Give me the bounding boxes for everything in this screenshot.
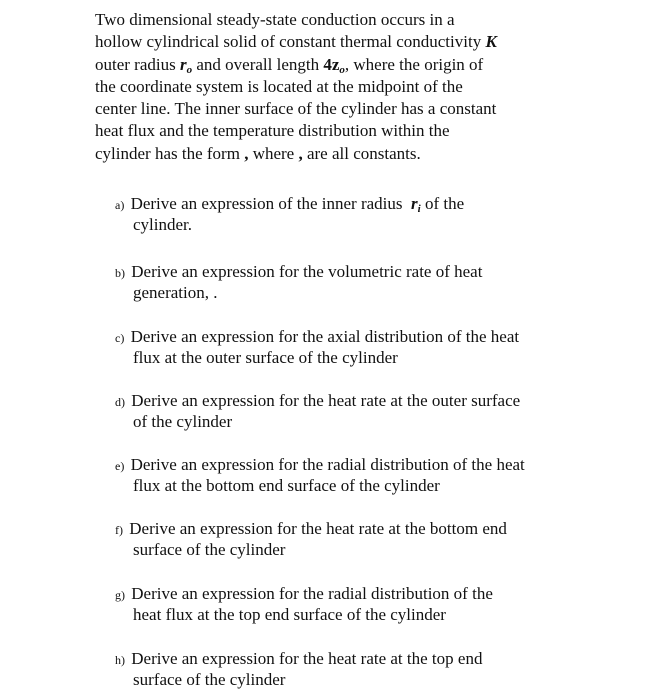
- intro-line-3-b: and overall length: [196, 54, 320, 74]
- question-marker: e): [115, 459, 125, 473]
- question-marker: d): [115, 395, 125, 409]
- intro-line-3-c: , where the origin of: [344, 54, 484, 74]
- question-marker: f): [115, 523, 123, 537]
- intro-line-5: center line. The inner surface of the cylinder has a constant: [95, 99, 497, 119]
- question-marker: c): [115, 331, 125, 345]
- question-b: [115, 261, 565, 303]
- question-text-continued: generation, .: [133, 283, 218, 302]
- question-text: Derive an expression for the radial distribution of the heat: [130, 455, 525, 474]
- intro-line-7: [95, 143, 565, 165]
- intro-line-3: [95, 54, 565, 76]
- outer-radius-subscript: o: [186, 63, 193, 76]
- intro-line-3-a: outer radius: [95, 54, 176, 74]
- question-text-continued: flux at the outer surface of the cylinder: [133, 348, 398, 367]
- inner-radius-symbol: r: [411, 194, 418, 213]
- intro-line-4: the coordinate system is located at the midpoint of the: [95, 76, 463, 96]
- intro-line-7-c: are all constants.: [306, 143, 421, 163]
- question-f: [115, 518, 565, 560]
- question-text: Derive an expression for the radial distribution of the: [131, 584, 493, 603]
- question-text-continued: heat flux at the top end surface of the cylinder: [133, 605, 446, 624]
- length-subscript: o: [339, 63, 345, 76]
- question-text-end: of the: [420, 194, 465, 213]
- question-d: [115, 390, 565, 432]
- question-e: [115, 454, 565, 496]
- question-a: [115, 193, 565, 235]
- question-text-continued: surface of the cylinder: [133, 670, 286, 689]
- question-marker: h): [115, 653, 125, 667]
- question-text-continued: of the cylinder: [133, 412, 233, 431]
- intro-line-2-text: hollow cylindrical solid of constant thermal conductivity: [95, 32, 482, 52]
- conductivity-symbol: K: [485, 32, 497, 52]
- question-text: Derive an expression of the inner radius: [130, 194, 403, 213]
- question-marker: b): [115, 266, 125, 280]
- intro-line-7-comma-2: ,: [298, 143, 303, 163]
- question-text: Derive an expression for the axial distribution of the heat: [130, 327, 520, 346]
- intro-line-7-b: where: [252, 143, 295, 163]
- question-text: Derive an expression for the heat rate at the bottom end: [129, 519, 507, 538]
- question-text-continued: surface of the cylinder: [133, 540, 286, 559]
- length-symbol: 4z: [323, 54, 340, 74]
- intro-line-7-a: cylinder has the form: [95, 143, 240, 163]
- problem-statement: [95, 9, 565, 165]
- intro-line-2: [95, 31, 565, 53]
- question-marker: a): [115, 198, 125, 212]
- inner-radius-subscript: i: [417, 203, 421, 215]
- question-c: [115, 326, 565, 368]
- intro-line-6: heat flux and the temperature distribution within the: [95, 121, 450, 141]
- question-g: [115, 583, 565, 625]
- question-text-continued: flux at the bottom end surface of the cylinder: [133, 476, 440, 495]
- question-marker: g): [115, 588, 125, 602]
- question-text: Derive an expression for the volumetric rate of heat: [131, 262, 483, 281]
- question-text: Derive an expression for the heat rate at the outer surface: [131, 391, 521, 410]
- question-text-continued: cylinder.: [133, 215, 193, 234]
- outer-radius-symbol: r: [179, 54, 187, 74]
- intro-line-7-comma-1: ,: [244, 143, 249, 163]
- intro-line-1: Two dimensional steady-state conduction occurs in a: [95, 10, 455, 29]
- question-text: Derive an expression for the heat rate at the top end: [131, 649, 483, 668]
- question-h: [115, 648, 565, 690]
